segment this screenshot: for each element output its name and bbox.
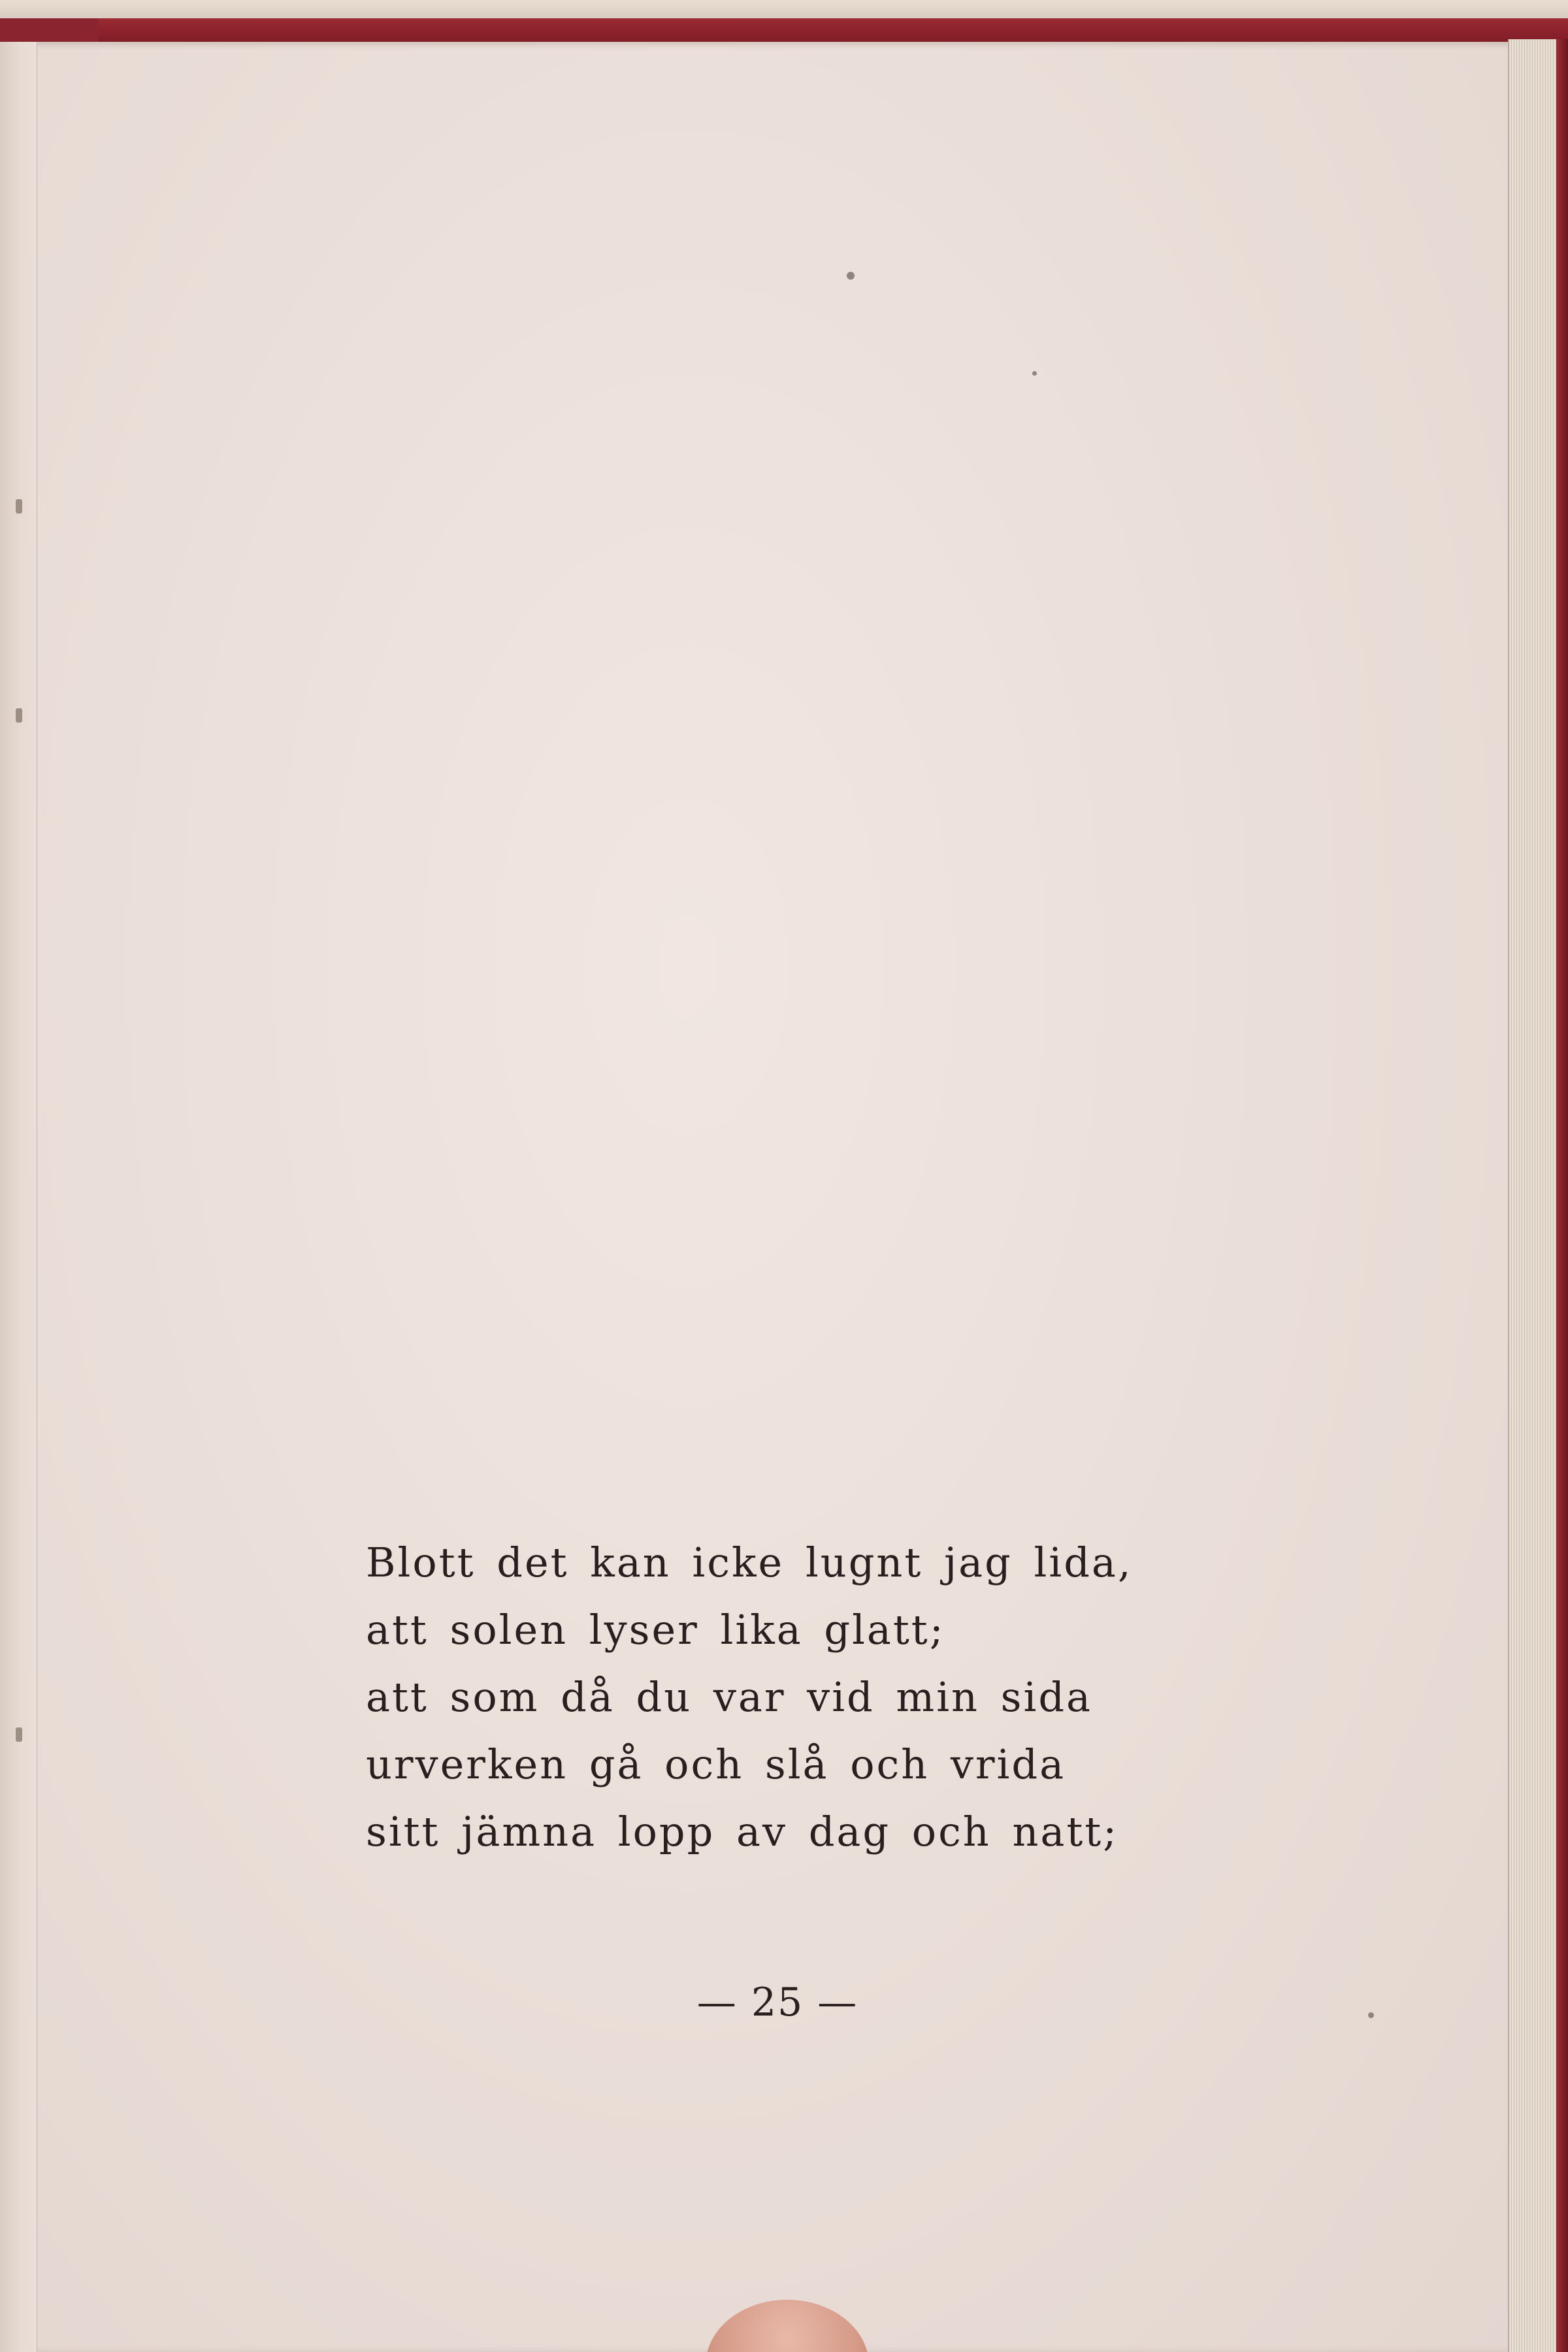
paper-speck [847, 272, 855, 280]
poem-line: att som då du var vid min sida [366, 1673, 1092, 1721]
poem-line: sitt jämna lopp av dag och natt; [366, 1808, 1119, 1855]
cover-top-edge [98, 18, 1568, 44]
poem-line: Blott det kan icke lugnt jag lida, [366, 1539, 1133, 1586]
page-gutter [0, 42, 37, 2352]
book-top-edge [0, 0, 1568, 18]
poem-stanza [366, 1529, 1215, 1865]
binding-stitch [16, 499, 22, 514]
binding-stitch [16, 1727, 22, 1742]
page-number: — 25 — [696, 1980, 858, 2025]
cover-right-edge [1556, 39, 1568, 2352]
paper-speck [1368, 2012, 1374, 2018]
binding-stitch [16, 708, 22, 723]
poem-line: att solen lyser lika glatt; [366, 1606, 945, 1654]
poem-line: urverken gå och slå och vrida [366, 1740, 1066, 1788]
paper-speck [1032, 371, 1037, 376]
